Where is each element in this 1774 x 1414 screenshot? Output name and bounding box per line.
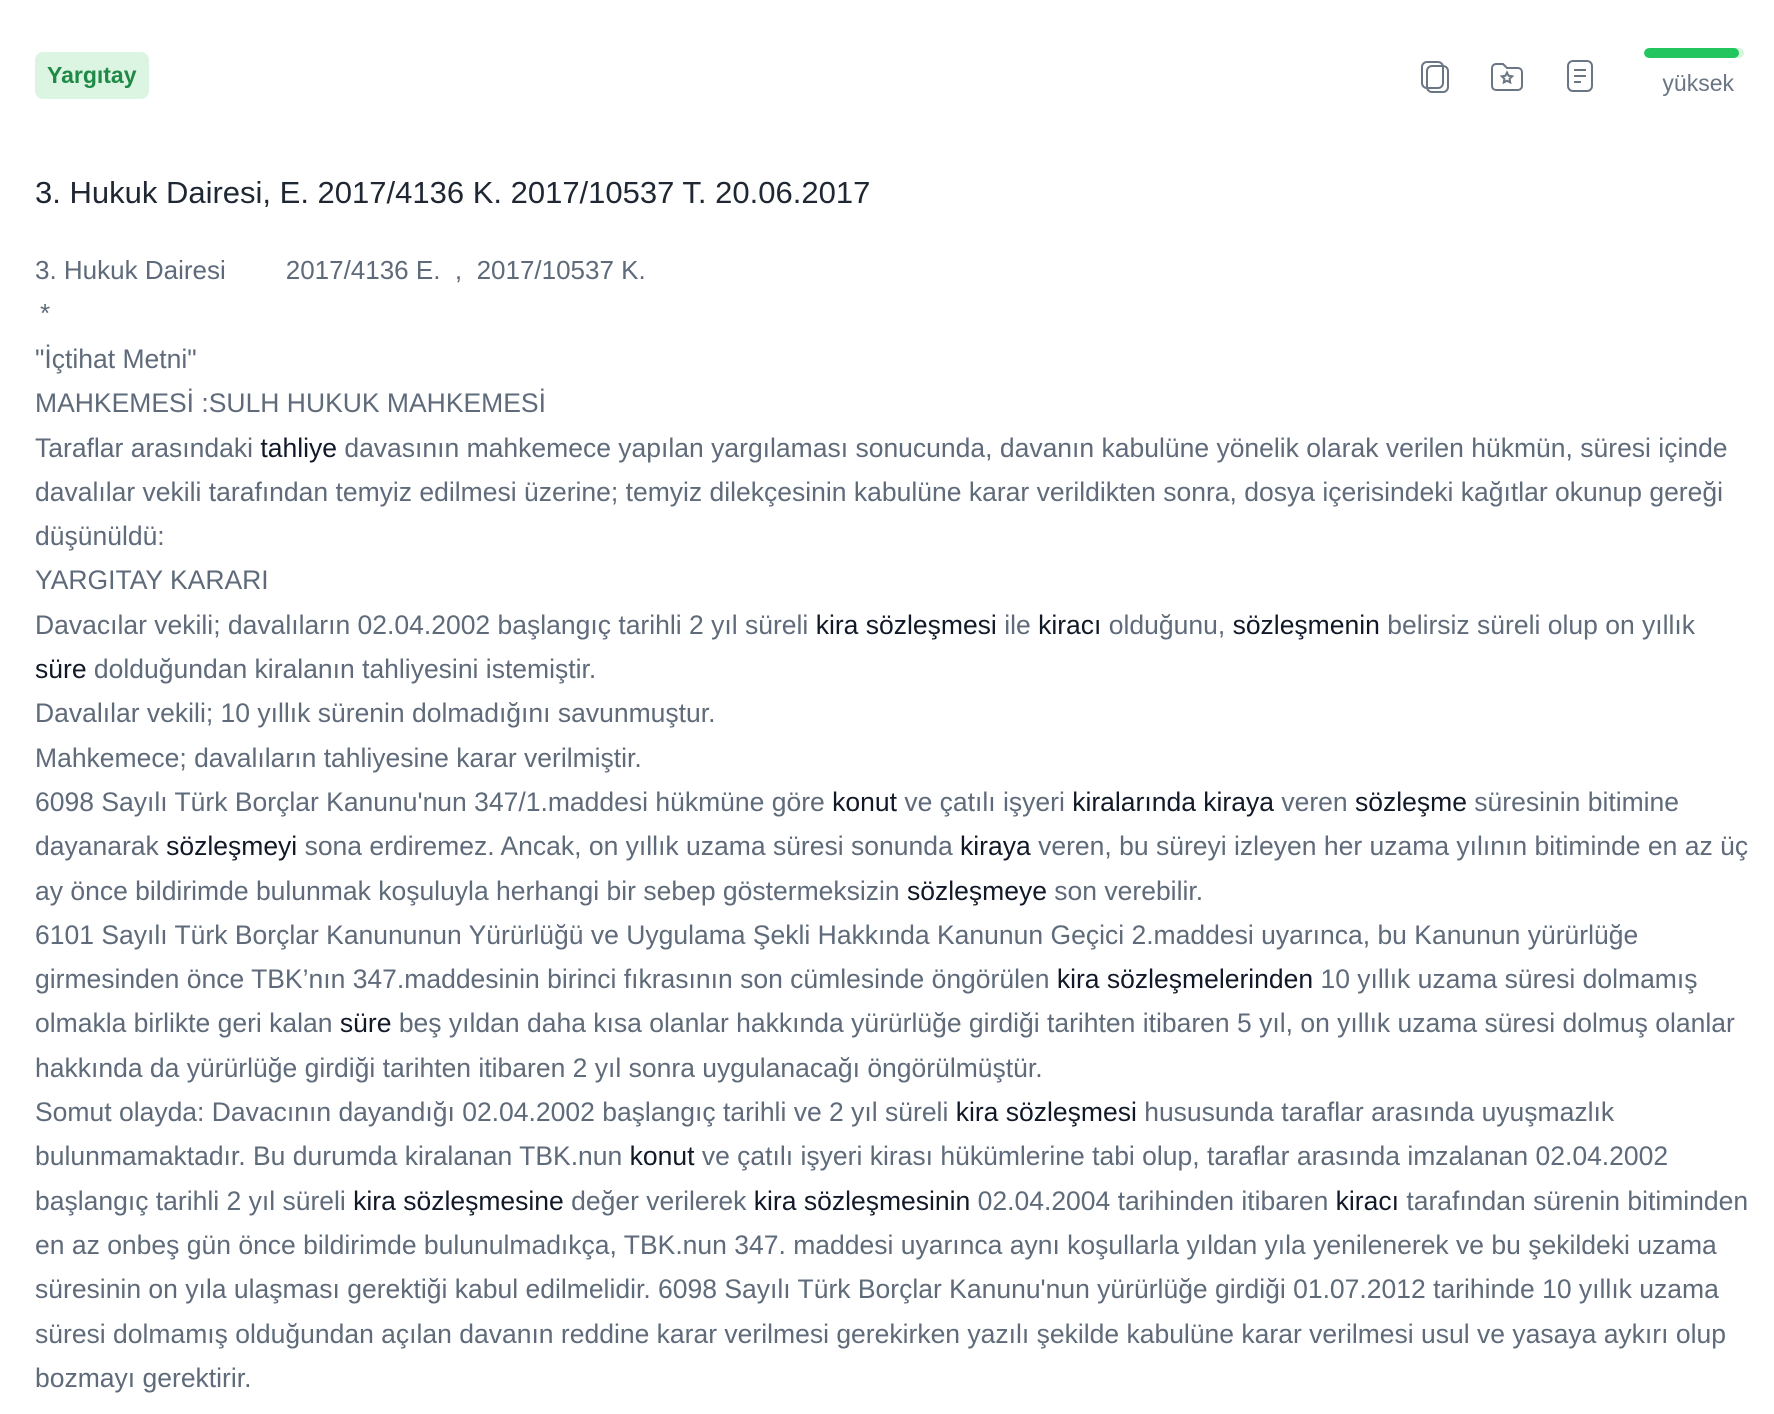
court-badge[interactable]: Yargıtay [35,52,149,99]
highlighted-keyword: kira sözleşmesine [353,1185,564,1216]
text-segment: YARGITAY KARARI [35,565,269,596]
highlighted-keyword: sözleşmeye [907,875,1047,906]
relevance-label: yüksek [1662,70,1734,96]
body-paragraph [35,337,1750,381]
body-paragraph [35,780,1750,913]
highlighted-keyword: kiracı [1038,609,1102,640]
text-segment: değer verilerek [563,1185,754,1216]
text-segment: ile [996,609,1039,640]
folder-star-icon [1487,56,1527,96]
highlighted-keyword: konut [629,1141,695,1172]
relevance-bar-fill [1644,48,1739,58]
text-segment: hususunda taraflar arasında uyuşmazlık bulunmamaktadır. Bu durumda kiralanan TBK.nun [35,1097,1615,1172]
body-paragraph [35,603,1750,692]
copy-icon [1415,56,1455,96]
relevance-indicator [1644,48,1744,108]
text-segment: Taraflar arasındaki [35,432,261,463]
text-segment: sona erdiremez. Ancak, on yıllık uzama süresi sonunda [297,831,961,862]
highlighted-keyword: kiraya [960,831,1031,862]
highlighted-keyword: sözleşme [1355,786,1467,817]
highlighted-keyword: sözleşmeyi [166,831,298,862]
text-segment: son verebilir. [1046,875,1204,906]
notes-button[interactable] [1556,52,1604,100]
esas-number: 2017/4136 E. [285,255,441,285]
decision-body [35,337,1750,1400]
decision-meta [35,255,646,286]
highlighted-keyword: kira sözleşmesinin [753,1185,971,1216]
text-segment: süresinin bitimine dayanarak [35,786,1680,862]
text-segment: MAHKEMESİ :SULH HUKUK MAHKEMESİ [35,388,546,419]
highlighted-keyword: süre [35,654,87,685]
text-segment: ve çatılı işyeri [896,786,1073,817]
text-segment: "İçtihat Metni" [35,344,197,374]
text-segment: beş yıldan daha kısa olanlar hakkında yürürlüğe girdiği tarihten itibaren 5 yıl, on yıllık uzama süresi dolmuş olanlar hakkında da yürürlüğe girdiği tarihten itibaren 2 yıl sonra uygulanacağı öngörülmüştür. [35,1008,1735,1083]
body-paragraph [35,913,1750,1090]
highlighted-keyword: konut [832,786,897,817]
text-segment: tarafından sürenin bitiminden en az onbeş gün önce bildirimde bulunulmadıkça, TBK.nun 347. maddesi uyarınca aynı koşullarla yıldan yıla yenilenerek ve bu şekildeki uzama süresinin on yıla ulaşması gerektiği kabul edilmelidir. 6098 Sayılı Türk Borçlar Kanunu'nun yürürlüğe girdiği 01.07.2012 tarihinde 10 yıllık uzama süresi dolmamış olduğundan açılan davanın reddine karar verilmesi gerekirken yazılı şekilde kabulüne karar verilmesi usul ve yasaya aykırı olup bozmayı gerektirir. [35,1185,1749,1393]
text-segment: 02.04.2004 tarihinden itibaren [970,1185,1336,1216]
text-segment: davasının mahkemece yapılan yargılaması sonucunda, davanın kabulüne yönelik olarak verilen hükmün, süresi içinde davalılar vekili tarafından temyiz edilmesi üzerine; temyiz dilekçesinin kabulüne karar verildikten sonra, dosya içerisindeki kağıtlar okunup gereği düşünüldü: [35,432,1728,552]
chamber-name: 3. Hukuk Dairesi [35,255,226,285]
text-segment: ve çatılı işyeri kirası hükümlerine tabi olup, taraflar arasında imzalanan 02.04.2002 başlangıç tarihli 2 yıl süreli [35,1141,1669,1216]
highlighted-keyword: kira sözleşmesi [955,1097,1137,1128]
text-segment: Somut olayda: Davacının dayandığı 02.04.2002 başlangıç tarihli ve 2 yıl süreli [35,1097,956,1128]
text-segment: 10 yıllık uzama süresi dolmamış olmakla birlikte geri kalan [35,964,1698,1039]
document-header [35,52,1744,122]
highlighted-keyword: sözleşmenin [1232,609,1380,640]
text-segment: 6101 Sayılı Türk Borçlar Kanununun Yürürlüğü ve Uygulama Şekli Hakkında Kanunun Geçici 2.maddesi uyarınca, bu Kanunun yürürlüğe girmesinden önce TBK’nın 347.maddesinin birinci fıkrasının son cümlesinde öngörülen [35,919,1639,995]
text-segment: olduğunu, [1101,609,1233,640]
copy-button[interactable] [1411,52,1459,100]
highlighted-keyword: kira sözleşmesi [815,609,997,640]
meta-separator: , [454,255,463,285]
highlighted-keyword: kira sözleşmelerinden [1056,964,1314,995]
body-paragraph [35,736,1750,780]
text-segment: veren, bu süreyi izleyen her uzama yılının bitiminde en az üç ay önce bildirimde bulunmak koşuluyla herhangi bir sebep göstermeksizin [35,831,1749,906]
decision-title: 3. Hukuk Dairesi, E. 2017/4136 K. 2017/10537 T. 20.06.2017 [35,175,871,210]
text-segment: belirsiz süreli olup on yıllık [1379,609,1696,640]
document-lines-icon [1560,56,1600,96]
body-paragraph [35,1090,1750,1400]
karar-number: 2017/10537 K. [476,255,646,285]
body-paragraph [35,691,1750,735]
text-segment: Mahkemece; davalıların tahliyesine karar verilmiştir. [35,742,642,773]
body-paragraph [35,426,1750,559]
text-segment: Davalılar vekili; 10 yıllık sürenin dolmadığını savunmuştur. [35,698,716,729]
highlighted-keyword: kiracı [1335,1185,1399,1216]
highlighted-keyword: süre [339,1008,392,1039]
text-segment: Davacılar vekili; davalıların 02.04.2002 başlangıç tarihli 2 yıl süreli [35,609,816,640]
text-segment: veren [1273,786,1355,817]
star-marker: * [40,298,51,328]
relevance-bar [1644,48,1744,58]
body-paragraph [35,558,1750,602]
add-to-folder-button[interactable] [1483,52,1531,100]
body-paragraph [35,381,1750,425]
text-segment: 6098 Sayılı Türk Borçlar Kanunu'nun 347/1.maddesi hükmüne göre [35,786,833,817]
highlighted-keyword: kiralarında kiraya [1072,786,1274,817]
highlighted-keyword: tahliye [260,432,337,463]
text-segment: dolduğundan kiralanın tahliyesini istemiştir. [86,654,597,685]
